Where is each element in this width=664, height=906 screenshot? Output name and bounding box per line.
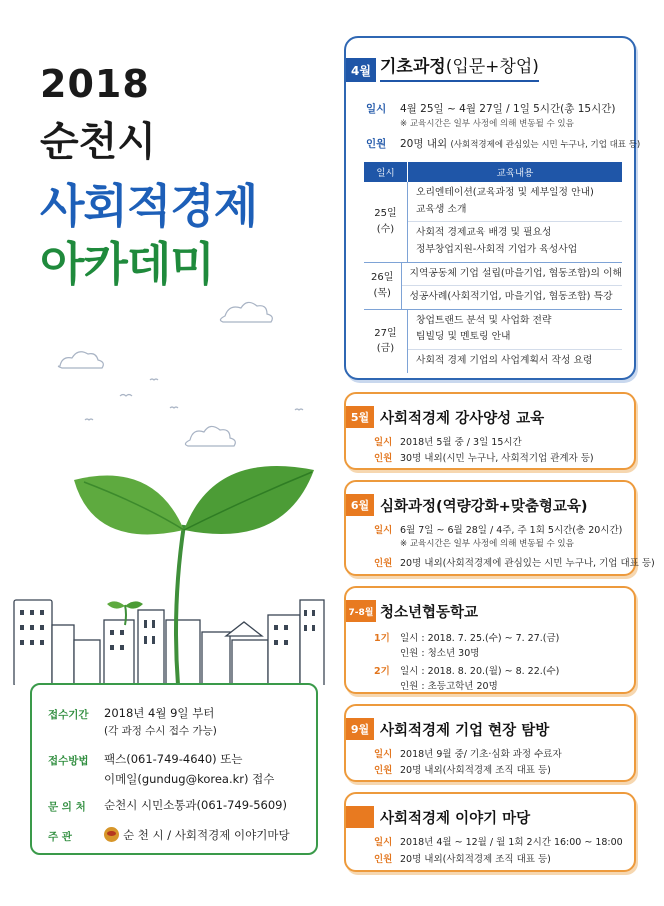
period-value: 2018년 4월 9일 부터 [104,706,215,720]
hero-title-line1: 사회적경제 [40,179,258,233]
term1-date-row [374,630,559,644]
month-badge: 9월 [346,718,374,740]
list-item: 성공사례(사회적기업, 마을기업, 협동조합) 특강 [409,291,613,303]
date-label: 일시 [374,525,393,536]
julaug-course-box [344,586,636,694]
table-row [364,310,622,373]
list-item: 사회적 경제 기업의 사업계획서 작성 요령 [416,355,593,367]
may-course-box [344,392,636,470]
story-people-row [374,851,551,865]
day-of-week: (목) [373,287,391,299]
method-label: 접수방법 [48,755,89,767]
contact-label: 문 의 처 [48,801,86,813]
date-note: ※ 교육시간은 일부 사정에 의해 변동될 수 있음 [400,119,574,129]
people-label: 인원 [366,138,387,150]
date-value: 6월 7일 ~ 6월 28일 / 4주, 주 1회 5시간(총 20시간) [400,525,623,536]
day-number: 26일 [371,272,394,284]
people-label: 인원 [374,765,393,776]
item-text: 사회적 경제교육 배경 및 필요성 [416,227,552,239]
hero-year: 2018 [40,62,150,106]
julaug-course-title: 청소년협동학교 [380,605,479,621]
host-row [104,827,290,843]
april-date-row [366,101,615,116]
june-course-box [344,480,655,576]
method-value-1: 팩스(061-749-4640) 또는 [104,752,243,766]
june-course-title: 심화과정(역량강화+맞춤형교육) [380,499,588,515]
story-title: 사회적경제 이야기 마당 [380,811,531,827]
item-text: 팀빌딩 및 멘토링 안내 [416,331,511,343]
col-content-header: 교육내용 [408,162,622,182]
term-date: 일시 : 2018. 7. 25.(수) ~ 7. 27.(금) [400,633,560,644]
sept-course-box [344,704,636,782]
term2-people: 인원 : 초등고학년 20명 [400,681,498,692]
date-label: 일시 [374,749,393,760]
people-label: 인원 [374,558,393,569]
term-label: 1기 [374,633,390,644]
table-row [364,263,622,310]
month-badge: 7-8월 [346,600,376,622]
people-value: 20명 내외(사회적경제 조직 대표 등) [400,765,551,776]
people-value: 30명 내외(시민 누구나, 사회적기업 관계자 등) [400,453,594,464]
april-title-sub: (입문+창업) [445,57,539,77]
people-value: 20명 내외 [400,138,448,150]
host-label: 주 관 [48,831,72,843]
may-date-row [374,434,522,448]
cloud-icon [220,302,272,322]
date-value: 4월 25일 ~ 4월 27일 / 1일 5시간(총 15시간) [400,103,616,115]
list-item [408,310,622,350]
april-title-main: 기초과정 [380,57,446,77]
day-number: 27일 [374,327,397,339]
month-badge: 6월 [346,494,374,516]
hero-city: 순천시 [40,119,156,165]
list-item [408,222,622,261]
month-badge: 4월 [346,58,376,82]
story-date-row [374,834,623,848]
item-text: 정부창업지원-사회적 기업가 육성사업 [416,243,578,255]
day-of-week: (수) [376,223,395,235]
term1-people: 인원 : 청소년 30명 [400,648,480,659]
period-label: 접수기간 [48,709,89,721]
method-value-2: 이메일(gundug@korea.kr) 접수 [104,772,275,786]
term-date: 일시 : 2018. 8. 20.(월) ~ 8. 22.(수) [400,666,560,677]
date-note: ※ 교육시간은 일부 사정에 의해 변동될 수 있음 [400,539,574,549]
date-value: 2018년 4월 ~ 12월 / 월 1회 2시간 16:00 ~ 18:00 [400,837,623,848]
june-people-row [374,555,655,569]
registration-info-box [30,683,318,855]
people-value: 20명 내외(사회적경제 조직 대표 등) [400,854,551,865]
list-item: 지역공동체 기업 설립(마을기업, 협동조합)의 이해 [402,263,623,287]
cloud-icon [58,352,103,368]
sept-people-row [374,762,551,776]
cloud-icon [185,426,235,446]
date-value: 2018년 5월 중 / 3일 15시간 [400,437,522,448]
may-course-title: 사회적경제 강사양성 교육 [380,411,545,427]
list-item [408,182,622,222]
city-logo-icon [104,827,119,842]
june-date-row [374,522,622,536]
people-value: 20명 내외(사회적경제에 관심있는 시민 누구나, 기업 대표 등) [400,558,655,569]
people-extra: (사회적경제에 관심있는 시민 누구나, 기업 대표 등) [450,140,641,150]
schedule-table [364,162,622,373]
term2-date-row [374,663,559,677]
people-label: 인원 [374,854,393,865]
col-day-header: 일시 [364,162,408,182]
host-value: / 사회적경제 이야기마당 [167,828,290,842]
sept-course-title: 사회적경제 기업 현장 탐방 [380,723,550,739]
people-label: 인원 [374,453,393,464]
date-label: 일시 [366,103,387,115]
item-text: 교육생 소개 [416,203,467,215]
contact-value: 순천시 시민소통과(061-749-5609) [104,798,287,812]
date-label: 일시 [374,437,393,448]
schedule-header [364,162,622,182]
story-box [344,792,636,872]
month-badge-blank [346,806,374,828]
sept-date-row [374,746,562,760]
item-text: 창업트랜드 분석 및 사업화 전략 [416,314,552,326]
host-logo-text: 순 천 시 [123,828,164,842]
month-badge: 5월 [346,406,374,428]
april-course-box [344,36,641,380]
bird-icon [85,379,303,420]
day-cell [364,263,402,309]
day-of-week: (금) [376,343,395,355]
table-row [364,182,622,263]
day-cell [364,310,408,373]
date-label: 일시 [374,837,393,848]
item-text: 오리엔테이션(교육과정 및 세부일정 안내) [416,187,594,198]
date-value: 2018년 9월 중/ 기초·심화 과정 수료자 [400,749,562,760]
hero-title-line2: 아카데미 [40,237,214,291]
april-course-title [380,52,539,82]
day-number: 25일 [374,208,397,220]
may-people-row [374,450,594,464]
term-label: 2기 [374,666,390,677]
illustration [0,280,340,685]
april-people-row [366,136,640,151]
period-note: (각 과정 수시 접수 가능) [104,725,217,737]
day-cell [364,182,408,262]
